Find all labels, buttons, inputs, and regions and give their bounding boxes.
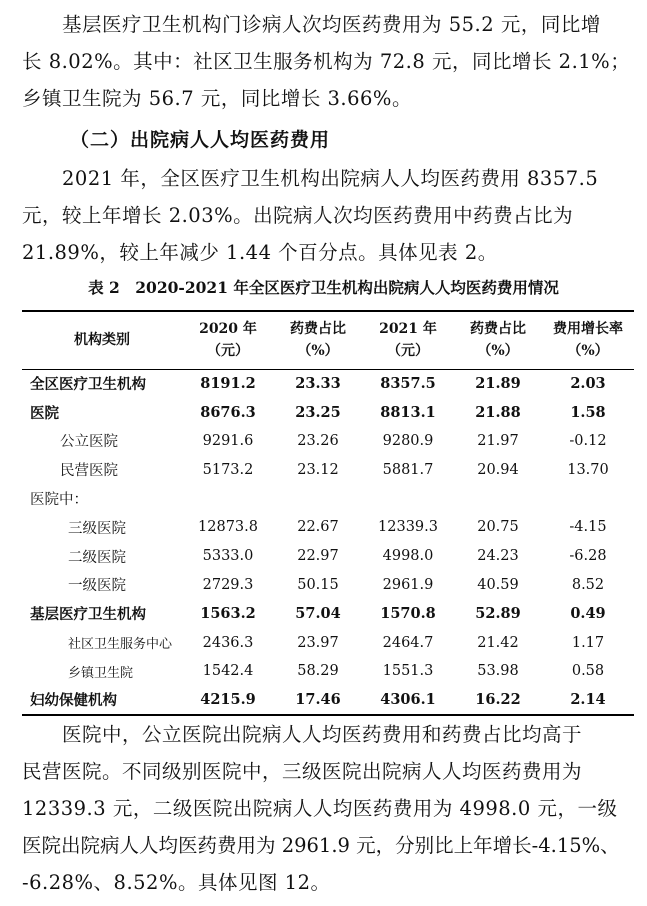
table-row (22, 657, 634, 686)
row-label: 全区医疗卫生机构 (30, 376, 146, 394)
paragraph-hospital-levels (22, 716, 634, 901)
table-cell: 40.59 (477, 576, 519, 593)
table-row (22, 398, 634, 427)
table-cell: 8813.1 (380, 403, 436, 421)
table-cell: 50.15 (297, 576, 339, 593)
table-cell: 21.97 (477, 432, 519, 449)
table-caption: 表 2 2020-2021 年全区医疗卫生机构出院病人人均医药费用情况 (88, 278, 559, 297)
paragraph-line: 基层医疗卫生机构门诊病人次均医药费用为 55.2 元，同比增 (62, 13, 601, 36)
table-cell: 21.42 (477, 634, 519, 651)
row-label: 一级医院 (68, 578, 126, 595)
table-cell: 2.03 (570, 375, 606, 393)
table-cell: 5173.2 (202, 461, 254, 478)
paragraph-line: -6.28%、8.52%。具体见图 12。 (22, 871, 331, 894)
table-cell: 8357.5 (380, 375, 436, 393)
row-label: 基层医疗卫生机构 (30, 606, 146, 624)
table-cell: 0.58 (571, 663, 605, 680)
column-header: 药费占比 （%） (290, 321, 346, 360)
table-cell: 9280.9 (382, 432, 434, 449)
table-cell: 23.26 (297, 432, 339, 449)
table-cell (274, 484, 362, 513)
column-header: 费用增长率 （%） (553, 321, 623, 360)
table-cell: 22.97 (297, 548, 339, 565)
column-header: 药费占比 （%） (470, 321, 526, 360)
table-cell: 16.22 (475, 691, 521, 709)
table-row (22, 599, 634, 628)
table-cell: 1542.4 (202, 663, 254, 680)
paragraph-line: 21.89%，较上年减少 1.44 个百分点。具体见表 2。 (22, 241, 498, 264)
table-cell: 52.89 (475, 605, 521, 623)
paragraph-inpatient-costs (22, 160, 634, 271)
table-cell: 5881.7 (382, 461, 434, 478)
table-cell: 2464.7 (382, 634, 434, 651)
table-cell: 58.29 (297, 663, 339, 680)
table-row (22, 513, 634, 542)
table-row (22, 686, 634, 715)
table-cell: -6.28 (569, 548, 607, 565)
table-cell: 0.49 (570, 605, 606, 623)
paragraph-line: 元，较上年增长 2.03%。出院病人次均医药费用中药费占比为 (22, 204, 574, 227)
table-cell: 17.46 (295, 691, 341, 709)
table-cell (542, 484, 634, 513)
table-cell: 23.12 (297, 461, 339, 478)
paragraph-line: 12339.3 元，二级医院出院病人人均医药费用为 4998.0 元，一级 (22, 797, 618, 820)
table-cell: 23.97 (297, 634, 339, 651)
table-cell: 22.67 (297, 519, 339, 536)
table-cell: 1.17 (571, 634, 605, 651)
table-cell: 21.88 (475, 403, 521, 421)
paragraph-line: 2021 年，全区医疗卫生机构出院病人人均医药费用 8357.5 (62, 167, 599, 190)
paragraph-outpatient-costs (22, 6, 634, 117)
row-label: 乡镇卫生院 (68, 665, 134, 681)
row-label: 二级医院 (68, 549, 126, 566)
table-cell: 1570.8 (380, 605, 436, 623)
table-cell: -4.15 (569, 519, 607, 536)
table-cell: 5333.0 (202, 548, 254, 565)
column-header: 机构类别 (74, 332, 130, 349)
column-header: 2020 年 （元） (199, 321, 257, 360)
paragraph-line: 医院出院病人人均医药费用为 2961.9 元，分别比上年增长-4.15%、 (22, 834, 620, 857)
table-cell: 4306.1 (380, 691, 436, 709)
table-cell: 12339.3 (378, 519, 438, 536)
table-cell: 1563.2 (200, 605, 256, 623)
table-cell: 13.70 (567, 461, 609, 478)
table-row (22, 542, 634, 571)
table-cell: 21.89 (475, 375, 521, 393)
row-label: 妇幼保健机构 (30, 692, 117, 710)
paragraph-line: 乡镇卫生院为 56.7 元，同比增长 3.66%。 (22, 87, 412, 110)
paragraph-line: 长 8.02%。其中：社区卫生服务机构为 72.8 元，同比增长 2.1%； (22, 50, 631, 73)
table-cell: 20.94 (477, 461, 519, 478)
table-row (22, 628, 634, 657)
paragraph-line: 医院中，公立医院出院病人人均医药费用和药费占比均高于 (62, 723, 583, 746)
paragraph-line: 民营医院。不同级别医院中，三级医院出院病人人均医药费用为 (22, 760, 583, 783)
row-label: 公立医院 (60, 434, 118, 451)
table-cell: 20.75 (477, 519, 519, 536)
table-cell: 8676.3 (200, 403, 256, 421)
table-cell: 9291.6 (202, 432, 254, 449)
table-row (22, 455, 634, 484)
row-label: 三级医院 (68, 520, 126, 537)
table-cell: 4998.0 (382, 548, 434, 565)
table-cell: 53.98 (477, 663, 519, 680)
table-cell: 12873.8 (198, 519, 258, 536)
table-row (22, 369, 634, 398)
column-header: 2021 年 （元） (379, 321, 437, 360)
table-cell (362, 484, 454, 513)
section-heading: （二）出院病人人均医药费用 (70, 129, 331, 151)
table-cell: 4215.9 (200, 691, 256, 709)
table-cell: 57.04 (295, 605, 341, 623)
table-cell: 1551.3 (382, 663, 434, 680)
inpatient-cost-table (22, 310, 634, 716)
row-label: 医院 (30, 404, 59, 422)
table-row (22, 484, 634, 513)
table-row (22, 427, 634, 456)
table-cell (454, 484, 542, 513)
table-cell: 1.58 (570, 403, 606, 421)
table-row (22, 571, 634, 600)
row-label: 医院中： (30, 492, 88, 509)
table-cell: 24.23 (477, 548, 519, 565)
table-cell: 8.52 (571, 576, 605, 593)
table-header-row (22, 311, 634, 369)
table-cell (182, 484, 274, 513)
table-cell: 8191.2 (200, 375, 256, 393)
table-cell: 2729.3 (202, 576, 254, 593)
table-cell: 23.25 (295, 403, 341, 421)
table-cell: 23.33 (295, 375, 341, 393)
table-cell: 2.14 (570, 691, 606, 709)
table-cell: -0.12 (569, 432, 607, 449)
table-cell: 2961.9 (382, 576, 434, 593)
table-cell: 2436.3 (202, 634, 254, 651)
row-label: 民营医院 (60, 463, 118, 480)
row-label: 社区卫生服务中心 (68, 637, 173, 653)
